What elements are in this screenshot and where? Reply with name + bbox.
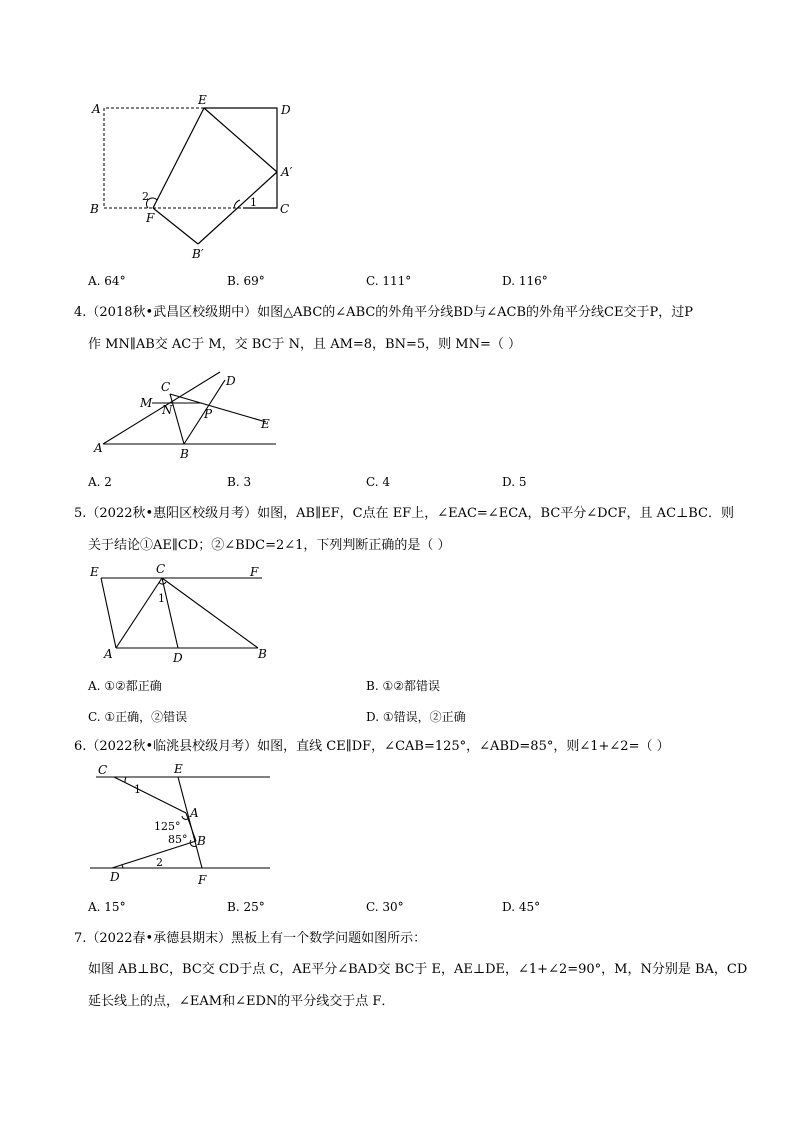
- q5-label-F: F: [250, 565, 259, 579]
- q6-angle-1-label: 1: [134, 783, 141, 796]
- q3-option-c[interactable]: C. 111°: [366, 274, 412, 288]
- q5-stem-line1: 5.（2022秋•惠阳区校级月考）如图，AB∥EF，C点在 EF上，∠EAC=∠ECA，BC平分∠DCF，且 AC⊥BC．则: [74, 506, 734, 521]
- q7-stem-line3: 延长线上的点，∠EAM和∠EDN的平分线交于点 F．: [88, 994, 395, 1009]
- q3-label-Aprime: A′: [281, 165, 293, 179]
- q3-label-E: E: [198, 93, 207, 107]
- q6-angle-125-label: 125°: [154, 820, 181, 833]
- q6-label-C: C: [98, 763, 108, 777]
- q3-label-F: F: [146, 211, 155, 225]
- q3-option-b[interactable]: B. 69°: [227, 274, 265, 288]
- q5-option-c[interactable]: C. ①正确，②错误: [88, 710, 188, 724]
- q6-angle-2-label: 2: [156, 856, 163, 869]
- q4-figure: [88, 366, 288, 462]
- q4-option-a[interactable]: A. 2: [88, 475, 112, 489]
- q4-label-P: P: [204, 407, 213, 421]
- q4-label-N: N: [162, 403, 173, 417]
- q5-label-B: B: [258, 647, 267, 661]
- q4-label-E: E: [261, 417, 270, 431]
- q4-label-A: A: [94, 441, 103, 455]
- q5-label-A: A: [104, 647, 113, 661]
- q5-angle-1-label: 1: [158, 592, 165, 605]
- q4-stem-line1: 4.（2018秋•武昌区校级期中）如图△ABC的∠ABC的外角平分线BD与∠ACB的外角平分线CE交于P，过P: [74, 305, 693, 320]
- q4-option-d[interactable]: D. 5: [502, 475, 527, 489]
- q4-label-D: D: [226, 374, 236, 388]
- q4-option-b[interactable]: B. 3: [227, 475, 252, 489]
- q4-label-C: C: [161, 380, 171, 394]
- q4-label-M: M: [140, 396, 153, 410]
- q5-label-C: C: [156, 562, 166, 576]
- q6-label-E: E: [174, 762, 183, 776]
- q6-option-b[interactable]: B. 25°: [227, 900, 265, 914]
- q5-option-b[interactable]: B. ①②都错误: [366, 679, 440, 693]
- q3-label-B: B: [90, 202, 99, 216]
- q5-option-d[interactable]: D. ①错误，②正确: [366, 710, 466, 724]
- q6-angle-85-label: 85°: [168, 833, 188, 846]
- q6-option-c[interactable]: C. 30°: [366, 900, 404, 914]
- q3-angle-2-label: 2: [142, 190, 149, 203]
- q5-label-D: D: [173, 651, 183, 665]
- q6-label-B: B: [197, 834, 206, 848]
- q3-figure: [80, 92, 310, 264]
- q6-stem-line1: 6.（2022秋•临洮县校级月考）如图，直线 CE∥DF，∠CAB=125°，∠ABD=85°，则∠1+∠2=（ ）: [74, 739, 670, 754]
- q3-label-D: D: [281, 103, 291, 117]
- q5-stem-line2: 关于结论①AE∥CD；②∠BDC=2∠1，下列判断正确的是（ ）: [88, 538, 451, 553]
- q3-option-d[interactable]: D. 116°: [502, 274, 548, 288]
- q5-option-a[interactable]: A. ①②都正确: [88, 679, 162, 693]
- q4-label-B: B: [180, 447, 189, 461]
- q4-option-c[interactable]: C. 4: [366, 475, 391, 489]
- q5-label-E: E: [90, 565, 99, 579]
- q6-label-F: F: [198, 873, 207, 887]
- q3-option-a[interactable]: A. 64°: [88, 274, 126, 288]
- q6-option-d[interactable]: D. 45°: [502, 900, 541, 914]
- q6-label-D: D: [110, 870, 120, 884]
- q3-angle-1-label: 1: [250, 196, 257, 209]
- q3-label-C: C: [280, 202, 290, 216]
- q5-figure: [86, 560, 276, 666]
- q6-figure: [84, 760, 284, 888]
- q6-label-A: A: [190, 806, 199, 820]
- q4-stem-line2: 作 MN∥AB交 AC于 M，交 BC于 N，且 AM=8，BN=5，则 MN=（ ）: [88, 337, 521, 352]
- q7-stem-line1: 7.（2022春•承德县期末）黑板上有一个数学问题如图所示：: [74, 931, 427, 946]
- q7-stem-line2: 如图 AB⊥BC，BC交 CD于点 C，AE平分∠BAD交 BC于 E，AE⊥DE，∠1+∠2=90°，M，N分别是 BA，CD: [88, 962, 748, 977]
- q3-label-A: A: [92, 102, 101, 116]
- q3-label-Bprime: B′: [192, 247, 204, 261]
- q6-option-a[interactable]: A. 15°: [88, 900, 126, 914]
